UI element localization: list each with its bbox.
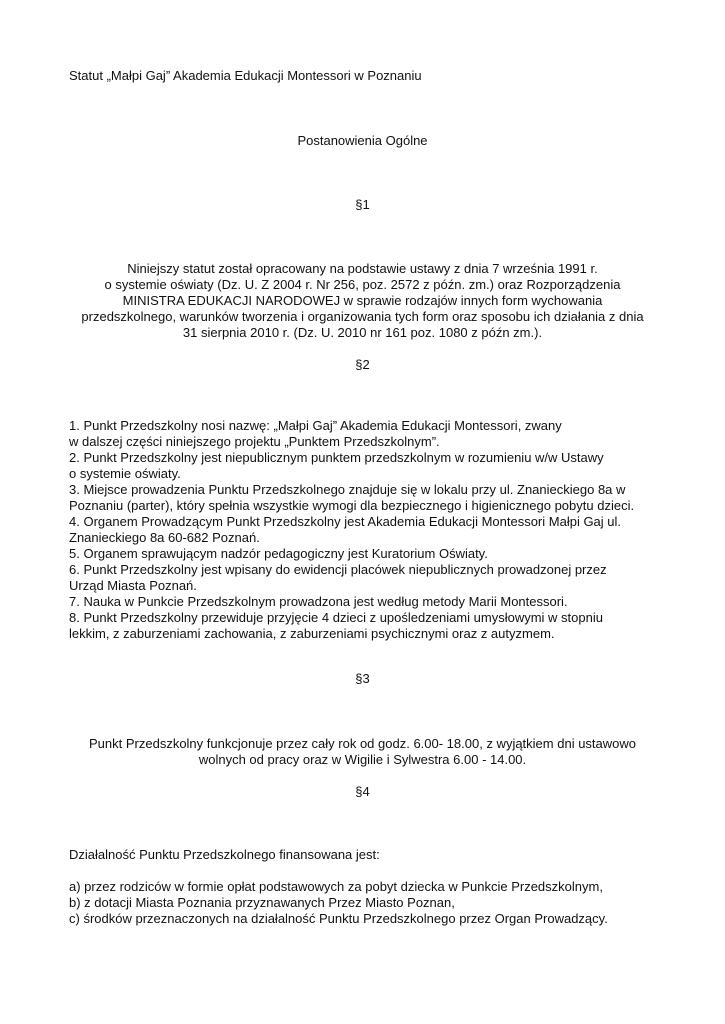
section-2-line: Znanieckiego 8a 60-682 Poznań.	[69, 530, 260, 545]
section-2-line: 1. Punkt Przedszkolny nosi nazwę: „Małpi Gaj” Akademia Edukacji Montessori, zwany	[69, 418, 562, 433]
section-2-symbol: §2	[355, 357, 370, 372]
section-2-line: 4. Organem Prowadzącym Punkt Przedszkolny jest Akademia Edukacji Montessori Małpi Gaj ul.	[69, 514, 622, 529]
section-2-line: 6. Punkt Przedszkolny jest wpisany do ewidencji placówek niepublicznych prowadzonej przez	[69, 562, 607, 577]
section-1-line: MINISTRA EDUKACJI NARODOWEJ w sprawie rodzajów innych form wychowania	[122, 293, 603, 308]
section-1-symbol: §1	[355, 197, 370, 212]
section-3-symbol: §3	[355, 671, 370, 686]
section-2-line: 2. Punkt Przedszkolny jest niepublicznym punktem przedszkolnym w rozumieniu w/w Ustawy	[69, 450, 604, 465]
section-2-line: 5. Organem sprawującym nadzór pedagogiczny jest Kuratorium Oświaty.	[69, 546, 488, 561]
section-2-line: o systemie oświaty.	[69, 466, 181, 481]
section-2-line: 8. Punkt Przedszkolny przewiduje przyjęcie 4 dzieci z upośledzeniami umysłowymi w stopniu	[69, 610, 603, 625]
section-2-line: 3. Miejsce prowadzenia Punktu Przedszkolnego znajduje się w lokalu przy ul. Znanieckiego 8a w	[69, 482, 626, 497]
section-4-list-item: a) przez rodziców w formie opłat podstawowych za pobyt dziecka w Punkcie Przedszkolnym,	[69, 879, 603, 894]
section-2-line: w dalszej części niniejszego projektu „Punktem Przedszkolnym”.	[69, 434, 440, 449]
section-4-list-item: c) środków przeznaczonych na działalność Punktu Przedszkolnego przez Organ Prowadzący.	[69, 911, 608, 926]
general-provisions-heading: Postanowienia Ogólne	[297, 133, 428, 148]
section-2-line: lekkim, z zaburzeniami zachowania, z zaburzeniami psychicznymi oraz z autyzmem.	[69, 626, 555, 641]
section-1-line: 31 sierpnia 2010 r. (Dz. U. 2010 nr 161 poz. 1080 z późn zm.).	[182, 325, 543, 340]
section-4-symbol: §4	[355, 784, 370, 799]
section-1-line: Niniejszy statut został opracowany na podstawie ustawy z dnia 7 września 1991 r.	[127, 261, 598, 276]
section-1-line: przedszkolnego, warunków tworzenia i organizowania tych form oraz sposobu ich działania z dnia	[81, 309, 644, 324]
section-2-line: Urząd Miasta Poznań.	[69, 578, 197, 593]
section-4-list-item: b) z dotacji Miasta Poznania przyznawanych Przez Miasto Poznan,	[69, 895, 455, 910]
section-2-line: Poznaniu (parter), który spełnia wszystkie wymogi dla bezpiecznego i higienicznego pobytu dzieci.	[69, 498, 635, 513]
section-1-line: o systemie oświaty (Dz. U. Z 2004 r. Nr 256, poz. 2572 z późn. zm.) oraz Rozporządzenia	[104, 277, 621, 292]
section-4-intro: Działalność Punktu Przedszkolnego finansowana jest:	[69, 847, 380, 862]
document-title: Statut „Małpi Gaj” Akademia Edukacji Montessori w Poznaniu	[69, 68, 422, 83]
section-2-line: 7. Nauka w Punkcie Przedszkolnym prowadzona jest według metody Marii Montessori.	[69, 594, 568, 609]
section-3-line: wolnych od pracy oraz w Wigilie i Sylwestra 6.00 - 14.00.	[198, 752, 527, 767]
section-3-line: Punkt Przedszkolny funkcjonuje przez cały rok od godz. 6.00- 18.00, z wyjątkiem dni ustawowo	[89, 736, 636, 751]
